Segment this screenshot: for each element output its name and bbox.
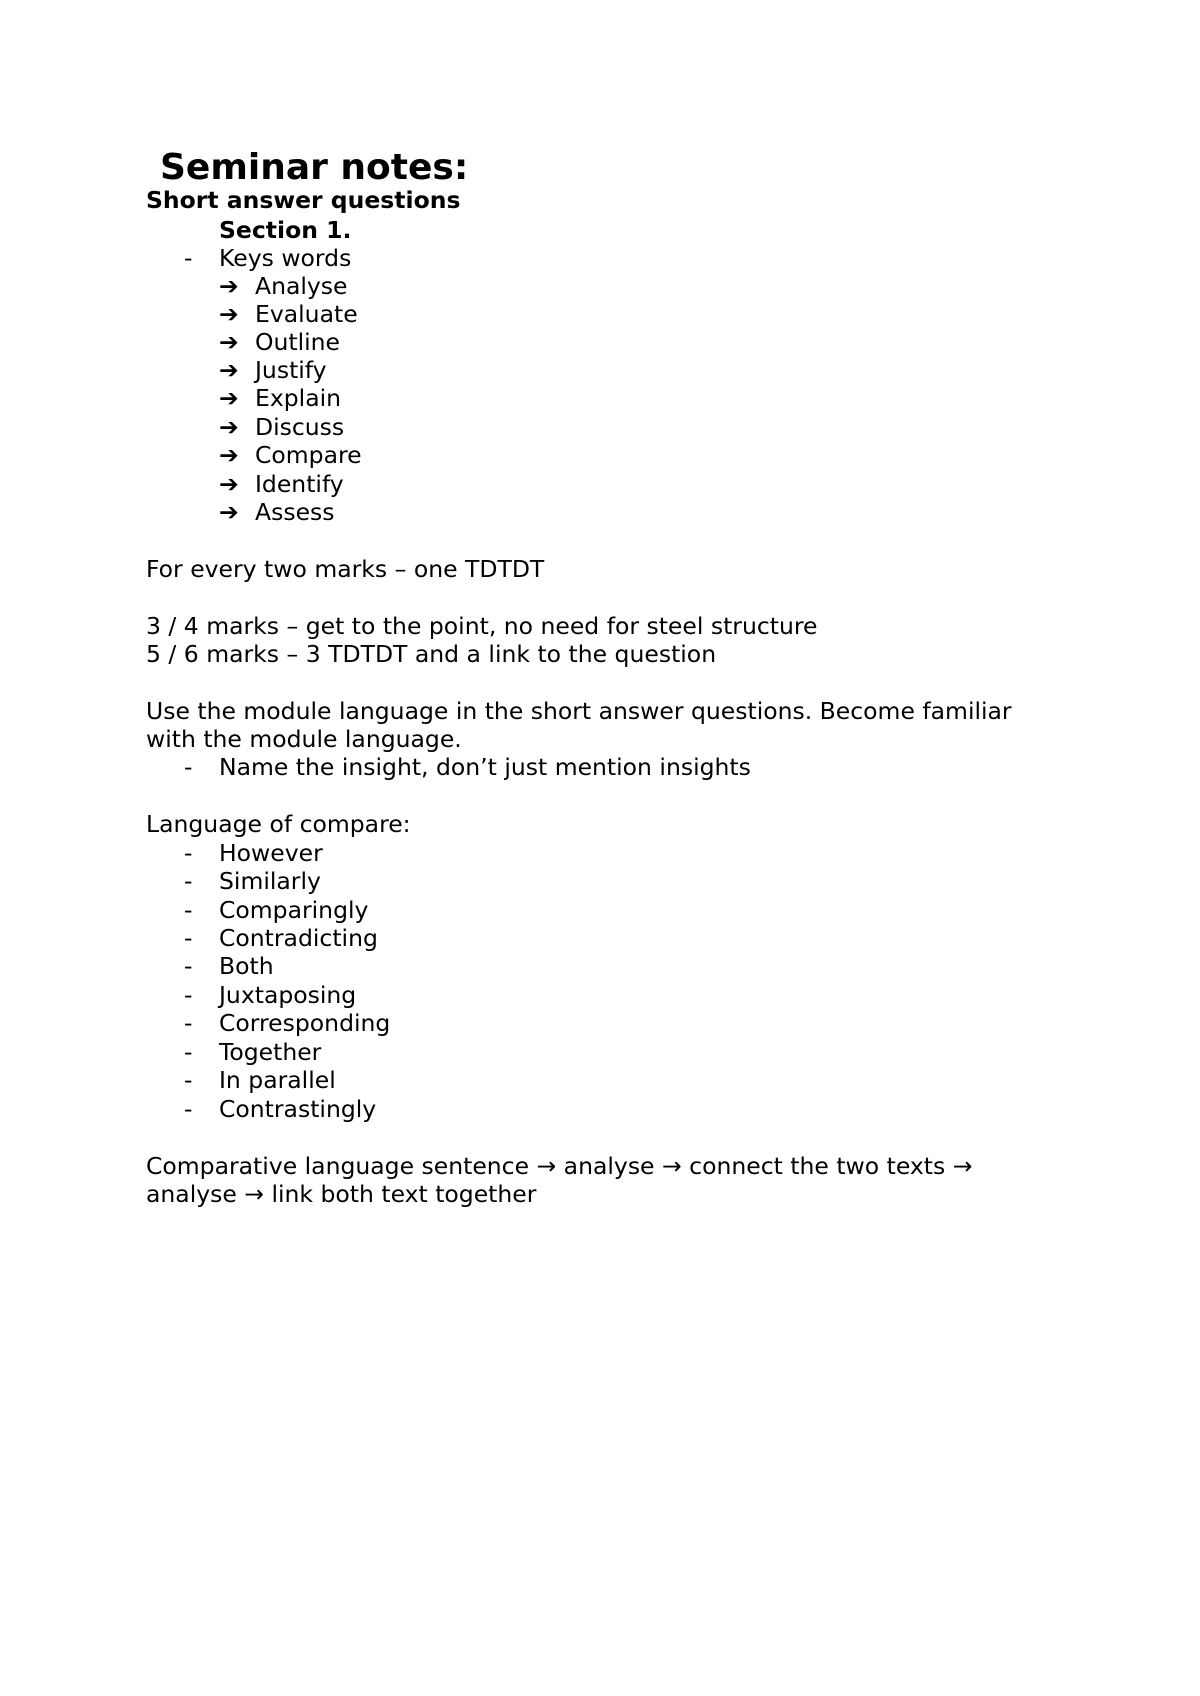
compare-word: Comparingly <box>219 896 369 924</box>
keyword-label: Evaluate <box>255 300 358 328</box>
comparative-paragraph: Comparative language sentence → analyse → connect the two texts → <box>146 1152 973 1180</box>
keyword-item <box>219 356 327 384</box>
subtitle: Short answer questions <box>146 186 461 214</box>
arrow-icon: ➔ <box>219 470 239 498</box>
arrow-icon: ➔ <box>219 300 239 328</box>
keyword-label: Assess <box>255 498 335 526</box>
arrow-icon: ➔ <box>219 498 239 526</box>
dash-bullet: - <box>184 924 193 952</box>
dash-bullet: - <box>184 839 193 867</box>
arrow-icon: ➔ <box>219 441 239 469</box>
keyword-label: Explain <box>255 384 342 412</box>
keyword-item <box>219 441 362 469</box>
dash-bullet: - <box>184 753 193 781</box>
compare-word: Corresponding <box>219 1009 391 1037</box>
arrow-icon: ➔ <box>219 272 239 300</box>
arrow-icon: ➔ <box>219 328 239 356</box>
keyword-item <box>219 413 344 441</box>
keyword-label: Analyse <box>255 272 348 300</box>
keyword-item <box>219 498 335 526</box>
keyword-item <box>219 384 341 412</box>
insight-bullet: Name the insight, don’t just mention insights <box>219 753 751 781</box>
dash-bullet: - <box>184 1095 193 1123</box>
keyword-label: Identify <box>255 470 344 498</box>
marks-detail: 3 / 4 marks – get to the point, no need for steel structure <box>146 612 818 640</box>
section-heading: Section 1. <box>219 216 352 244</box>
arrow-icon: ➔ <box>219 356 239 384</box>
dash-bullet: - <box>184 244 193 272</box>
compare-heading: Language of compare: <box>146 810 411 838</box>
keyword-label: Justify <box>255 356 327 384</box>
dash-bullet: - <box>184 981 193 1009</box>
keyword-item <box>219 272 348 300</box>
comparative-paragraph-cont: analyse → link both text together <box>146 1180 537 1208</box>
compare-word: In parallel <box>219 1066 336 1094</box>
compare-word: Together <box>219 1038 322 1066</box>
dash-bullet: - <box>184 1009 193 1037</box>
keyword-item <box>219 328 340 356</box>
compare-word: Contradicting <box>219 924 378 952</box>
marks-detail: 5 / 6 marks – 3 TDTDT and a link to the question <box>146 640 717 668</box>
keywords-intro: Keys words <box>219 244 352 272</box>
page-title: Seminar notes: <box>160 147 469 188</box>
module-language-paragraph: Use the module language in the short answer questions. Become familiar <box>146 697 1012 725</box>
keyword-label: Compare <box>255 441 362 469</box>
keyword-item <box>219 300 358 328</box>
compare-word: However <box>219 839 323 867</box>
compare-word: Similarly <box>219 867 321 895</box>
keyword-label: Discuss <box>255 413 345 441</box>
module-language-paragraph-cont: with the module language. <box>146 725 462 753</box>
dash-bullet: - <box>184 867 193 895</box>
keyword-item <box>219 470 344 498</box>
dash-bullet: - <box>184 1038 193 1066</box>
marks-rule: For every two marks – one TDTDT <box>146 555 545 583</box>
compare-word: Both <box>219 952 274 980</box>
compare-word: Juxtaposing <box>219 981 357 1009</box>
compare-word: Contrastingly <box>219 1095 377 1123</box>
arrow-icon: ➔ <box>219 384 239 412</box>
keyword-label: Outline <box>255 328 341 356</box>
dash-bullet: - <box>184 1066 193 1094</box>
dash-bullet: - <box>184 896 193 924</box>
arrow-icon: ➔ <box>219 413 239 441</box>
dash-bullet: - <box>184 952 193 980</box>
